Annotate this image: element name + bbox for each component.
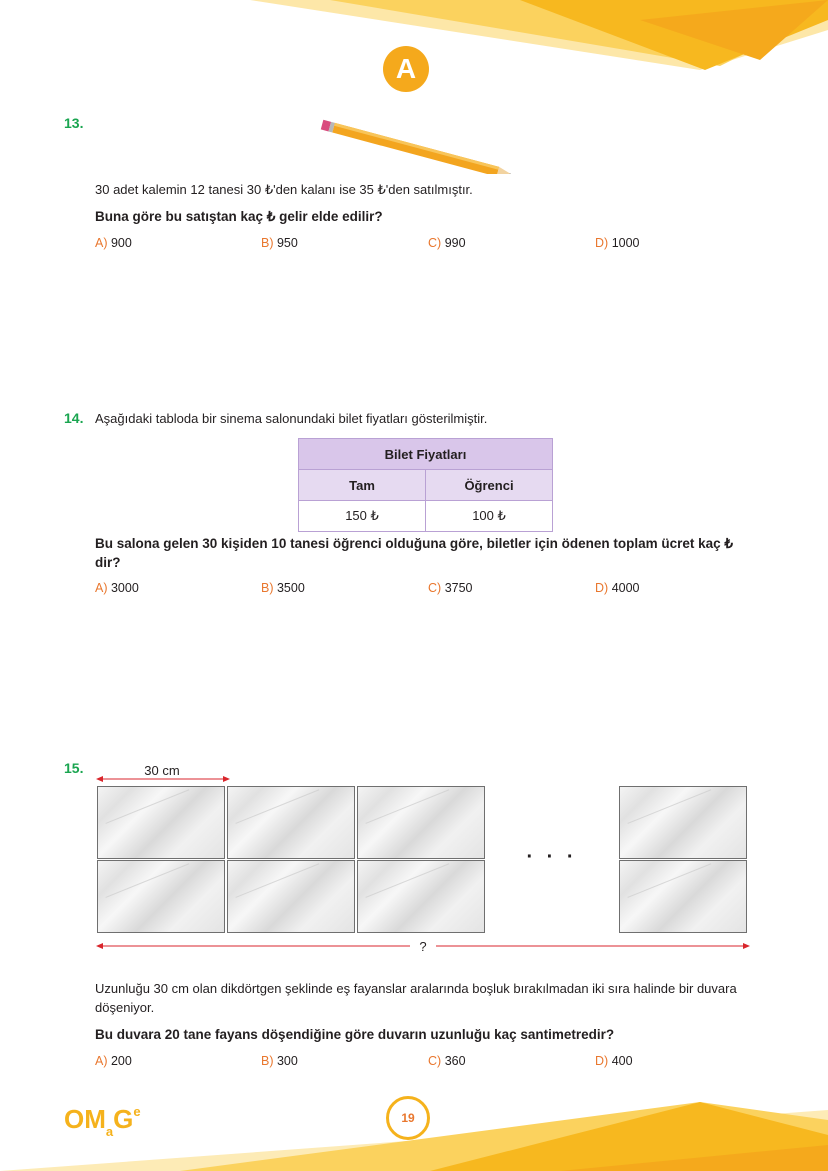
tile bbox=[227, 786, 355, 859]
option-value: 950 bbox=[276, 236, 298, 250]
table-header-full: Tam bbox=[299, 470, 426, 501]
booklet-letter: A bbox=[395, 53, 417, 84]
option-letter: A) bbox=[95, 236, 108, 250]
tile-width-label: 30 cm bbox=[144, 763, 180, 778]
booklet-letter-badge bbox=[383, 46, 429, 92]
q14-number: 14. bbox=[64, 410, 84, 426]
option-value: 300 bbox=[276, 1054, 298, 1068]
option-letter: C) bbox=[428, 236, 442, 250]
table-value-full: 150 ₺ bbox=[299, 501, 426, 532]
q13-option-b[interactable] bbox=[261, 236, 298, 250]
tile bbox=[97, 860, 225, 933]
logo-sup: e bbox=[133, 1104, 141, 1119]
option-letter: B) bbox=[261, 236, 274, 250]
q13-option-a[interactable] bbox=[95, 236, 132, 250]
q14-question: Bu salona gelen 30 kişiden 10 tanesi öğrenci olduğuna göre, biletler için ödenen toplam ücret kaç ₺ dir? bbox=[95, 536, 734, 570]
q15-option-c[interactable] bbox=[428, 1054, 466, 1068]
logo-main: OM bbox=[64, 1104, 106, 1134]
tile bbox=[227, 860, 355, 933]
option-value: 3000 bbox=[110, 581, 139, 595]
tile-width-arrow bbox=[96, 774, 230, 784]
q13-option-d[interactable] bbox=[595, 236, 640, 250]
q14-text: Aşağıdaki tabloda bir sinema salonundaki bilet fiyatları gösterilmiştir. bbox=[95, 411, 488, 426]
q13-text: 30 adet kalemin 12 tanesi 30 ₺'den kalanı ise 35 ₺'den satılmıştır. bbox=[95, 182, 473, 197]
option-letter: D) bbox=[595, 236, 609, 250]
tile bbox=[357, 786, 485, 859]
continuation-dots: · · · bbox=[526, 846, 578, 868]
q14-option-d[interactable] bbox=[595, 581, 640, 595]
option-value: 200 bbox=[110, 1054, 132, 1068]
option-letter: C) bbox=[428, 1054, 442, 1068]
q13-question: Buna göre bu satıştan kaç ₺ gelir elde edilir? bbox=[95, 209, 383, 224]
option-value: 1000 bbox=[611, 236, 640, 250]
table-value-student: 100 ₺ bbox=[426, 501, 553, 532]
q15-question: Bu duvara 20 tane fayans döşendiğine göre duvarın uzunluğu kaç santimetredir? bbox=[95, 1027, 615, 1042]
option-letter: C) bbox=[428, 581, 442, 595]
option-value: 400 bbox=[611, 1054, 633, 1068]
publisher-logo bbox=[64, 1097, 141, 1147]
option-value: 900 bbox=[110, 236, 132, 250]
q15-text: Uzunluğu 30 cm olan dikdörtgen şeklinde eş fayanslar aralarında boşluk bırakılmadan iki sıra halinde bir duvara döşeniyor. bbox=[95, 981, 737, 1015]
wall-length-unknown: ? bbox=[419, 939, 427, 954]
option-value: 990 bbox=[444, 236, 466, 250]
pencil-illustration bbox=[316, 114, 532, 174]
q15-option-b[interactable] bbox=[261, 1054, 298, 1068]
q13-option-c[interactable] bbox=[428, 236, 466, 250]
tile bbox=[619, 786, 747, 859]
option-letter: D) bbox=[595, 1054, 609, 1068]
option-letter: A) bbox=[95, 1054, 108, 1068]
option-letter: D) bbox=[595, 581, 609, 595]
logo-sub: a bbox=[105, 1124, 114, 1139]
tile bbox=[619, 860, 747, 933]
tile bbox=[97, 786, 225, 859]
page-number-badge bbox=[386, 1096, 430, 1140]
option-letter: B) bbox=[261, 581, 274, 595]
q15-option-a[interactable] bbox=[95, 1054, 132, 1068]
table-title: Bilet Fiyatları bbox=[299, 439, 553, 470]
q15-number: 15. bbox=[64, 760, 84, 776]
q14-option-b[interactable] bbox=[261, 581, 305, 595]
q15-option-d[interactable] bbox=[595, 1054, 633, 1068]
ticket-price-table bbox=[298, 438, 553, 532]
option-value: 4000 bbox=[611, 581, 640, 595]
option-letter: B) bbox=[261, 1054, 274, 1068]
q13-number: 13. bbox=[64, 115, 84, 131]
logo-end: G bbox=[113, 1104, 134, 1134]
option-value: 3500 bbox=[276, 581, 305, 595]
q14-option-a[interactable] bbox=[95, 581, 139, 595]
page-number: 19 bbox=[401, 1111, 415, 1125]
option-letter: A) bbox=[95, 581, 108, 595]
option-value: 360 bbox=[444, 1054, 466, 1068]
option-value: 3750 bbox=[444, 581, 473, 595]
q14-option-c[interactable] bbox=[428, 581, 473, 595]
tile bbox=[357, 860, 485, 933]
table-header-student: Öğrenci bbox=[426, 470, 553, 501]
